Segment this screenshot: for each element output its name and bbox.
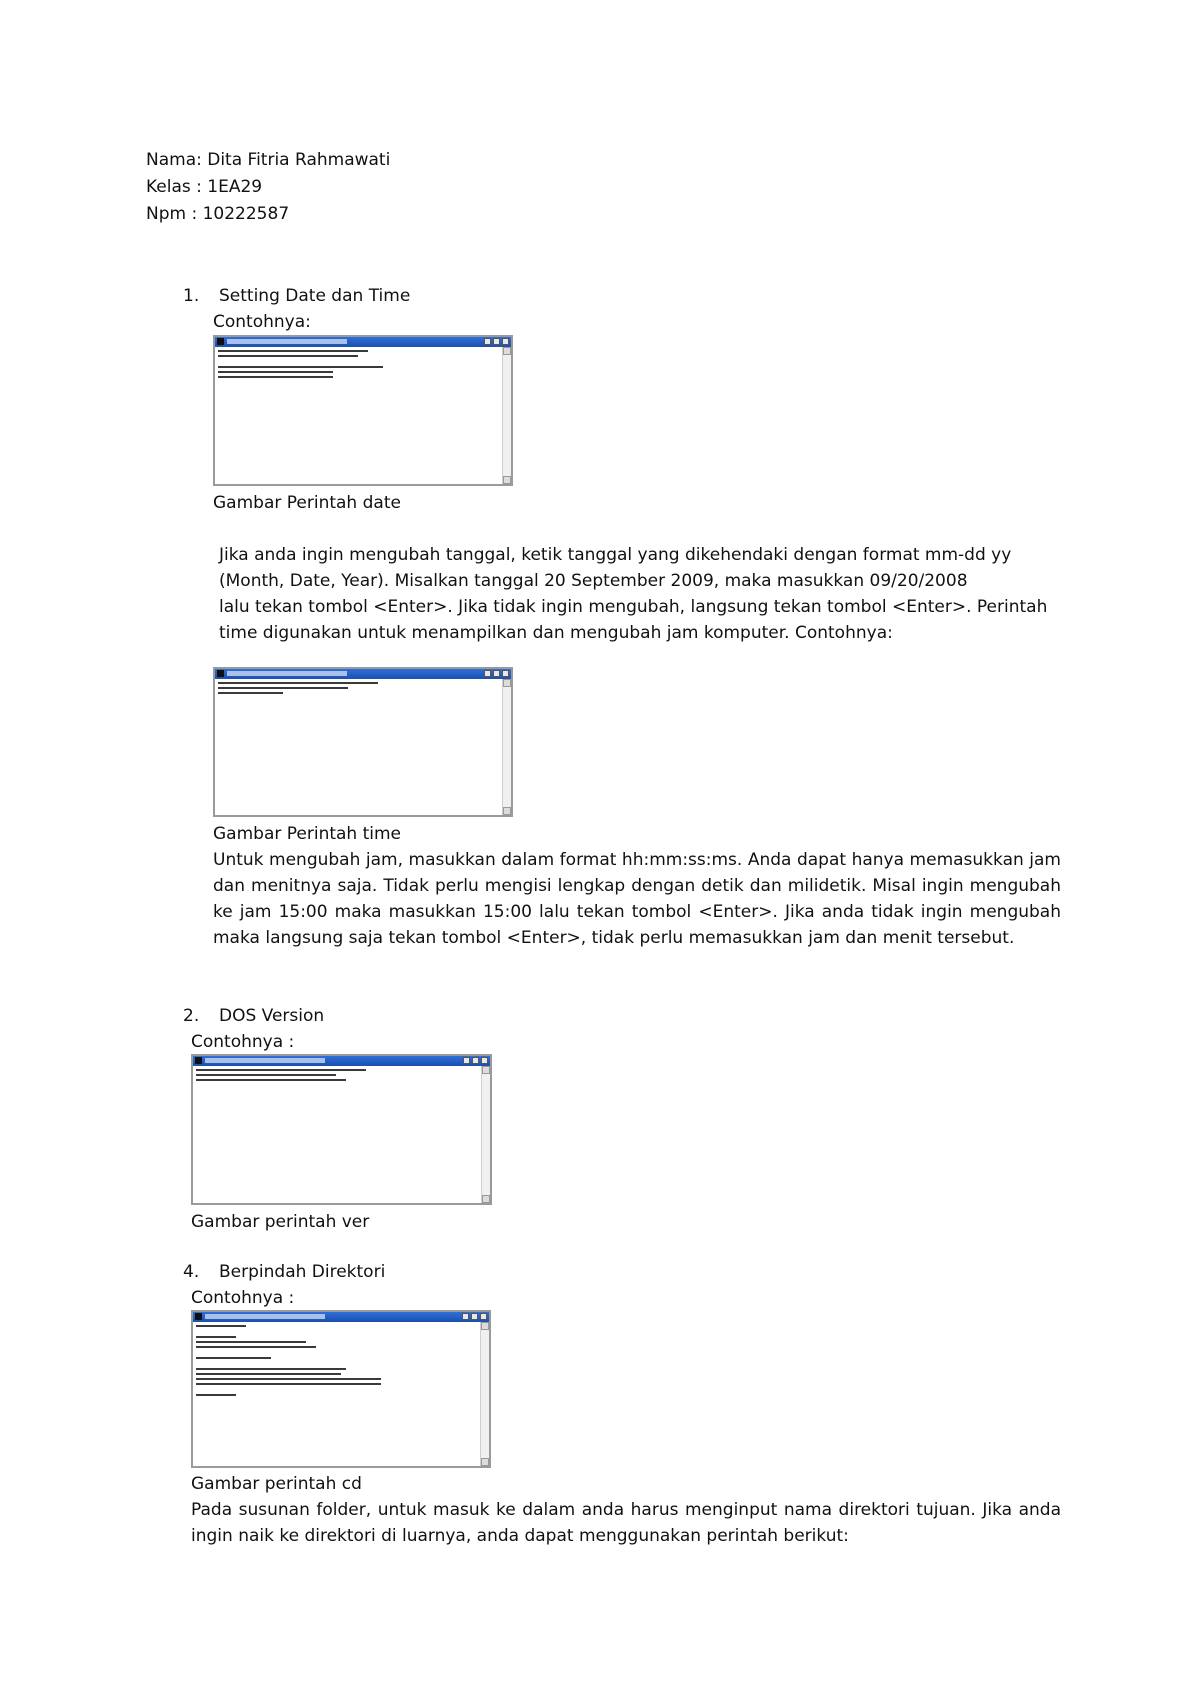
- section-4-example-label: Contohnya :: [191, 1288, 295, 1308]
- date-command-screenshot: [213, 335, 513, 486]
- section-4-number: 4.: [183, 1262, 200, 1282]
- maximize-icon: [472, 1057, 479, 1064]
- window-title: [227, 339, 347, 344]
- window-title: [205, 1314, 325, 1319]
- time-command-screenshot: [213, 667, 513, 817]
- section-1-heading: [183, 283, 410, 309]
- section-2-title: DOS Version: [219, 1006, 325, 1026]
- scroll-down-icon: [482, 1195, 490, 1203]
- scrollbar: [481, 1066, 490, 1203]
- cmd-icon: [217, 670, 224, 677]
- window-titlebar: [215, 669, 511, 679]
- close-icon: [481, 1057, 488, 1064]
- section-4-title: Berpindah Direktori: [219, 1262, 386, 1282]
- minimize-icon: [463, 1057, 470, 1064]
- window-title: [205, 1058, 325, 1063]
- caption-date: Gambar Perintah date: [213, 493, 401, 513]
- scroll-up-icon: [482, 1066, 490, 1074]
- scroll-down-icon: [503, 807, 511, 815]
- scrollbar: [480, 1322, 489, 1466]
- student-npm: Npm : 10222587: [146, 204, 290, 224]
- section-4-heading: [183, 1259, 385, 1285]
- paragraph-date-line-4: time digunakan untuk menampilkan dan mengubah jam komputer. Contohnya:: [219, 623, 893, 643]
- paragraph-time: Untuk mengubah jam, masukkan dalam format hh:mm:ss:ms. Anda dapat hanya memasukkan jam dan menitnya saja. Tidak perlu mengisi lengkap dengan detik dan milidetik. Misal ingin mengubah ke jam 15:00 maka masukkan 15:00 lalu tekan tombol <Enter>. Jika anda tidak ingin mengubah maka langsung saja tekan tombol <Enter>, tidak perlu memasukkan jam dan menit tersebut.: [213, 850, 1061, 948]
- scroll-down-icon: [503, 476, 511, 484]
- minimize-icon: [484, 670, 491, 677]
- console-output: [218, 682, 499, 697]
- window-titlebar: [193, 1312, 489, 1322]
- scroll-down-icon: [481, 1458, 489, 1466]
- paragraph-cd: Pada susunan folder, untuk masuk ke dalam anda harus menginput nama direktori tujuan. Jika anda ingin naik ke direktori di luarnya, anda dapat menggunakan perintah berikut:: [191, 1500, 1061, 1546]
- close-icon: [480, 1313, 487, 1320]
- caption-cd: Gambar perintah cd: [191, 1474, 362, 1494]
- section-1-title: Setting Date dan Time: [219, 286, 411, 306]
- section-1-example-label: Contohnya:: [213, 312, 311, 332]
- ver-command-screenshot: [191, 1054, 492, 1205]
- cmd-icon: [195, 1313, 202, 1320]
- minimize-icon: [484, 338, 491, 345]
- paragraph-date-line-3: lalu tekan tombol <Enter>. Jika tidak ingin mengubah, langsung tekan tombol <Enter>. Perintah: [219, 597, 1048, 617]
- window-title: [227, 671, 347, 676]
- cmd-icon: [217, 338, 224, 345]
- student-name: Nama: Dita Fitria Rahmawati: [146, 150, 391, 170]
- close-icon: [502, 338, 509, 345]
- cmd-icon: [195, 1057, 202, 1064]
- section-2-number: 2.: [183, 1006, 200, 1026]
- close-icon: [502, 670, 509, 677]
- maximize-icon: [471, 1313, 478, 1320]
- student-class: Kelas : 1EA29: [146, 177, 263, 197]
- minimize-icon: [462, 1313, 469, 1320]
- section-2-heading: [183, 1003, 324, 1029]
- scroll-up-icon: [503, 679, 511, 687]
- console-output: [196, 1325, 477, 1399]
- window-titlebar: [215, 337, 511, 347]
- paragraph-date-line-2: (Month, Date, Year). Misalkan tanggal 20 September 2009, maka masukkan 09/20/2008: [219, 571, 968, 591]
- paragraph-date-line-1: Jika anda ingin mengubah tanggal, ketik tanggal yang dikehendaki dengan format mm-dd yy: [219, 545, 1012, 565]
- caption-time: Gambar Perintah time: [213, 824, 402, 844]
- maximize-icon: [493, 670, 500, 677]
- caption-ver: Gambar perintah ver: [191, 1212, 370, 1232]
- section-1-number: 1.: [183, 286, 200, 306]
- scrollbar: [502, 679, 511, 815]
- scrollbar: [502, 347, 511, 484]
- maximize-icon: [493, 338, 500, 345]
- console-output: [196, 1069, 478, 1084]
- window-titlebar: [193, 1056, 490, 1066]
- scroll-up-icon: [481, 1322, 489, 1330]
- scroll-up-icon: [503, 347, 511, 355]
- cd-command-screenshot: [191, 1310, 491, 1468]
- section-2-example-label: Contohnya :: [191, 1032, 295, 1052]
- console-output: [218, 350, 499, 381]
